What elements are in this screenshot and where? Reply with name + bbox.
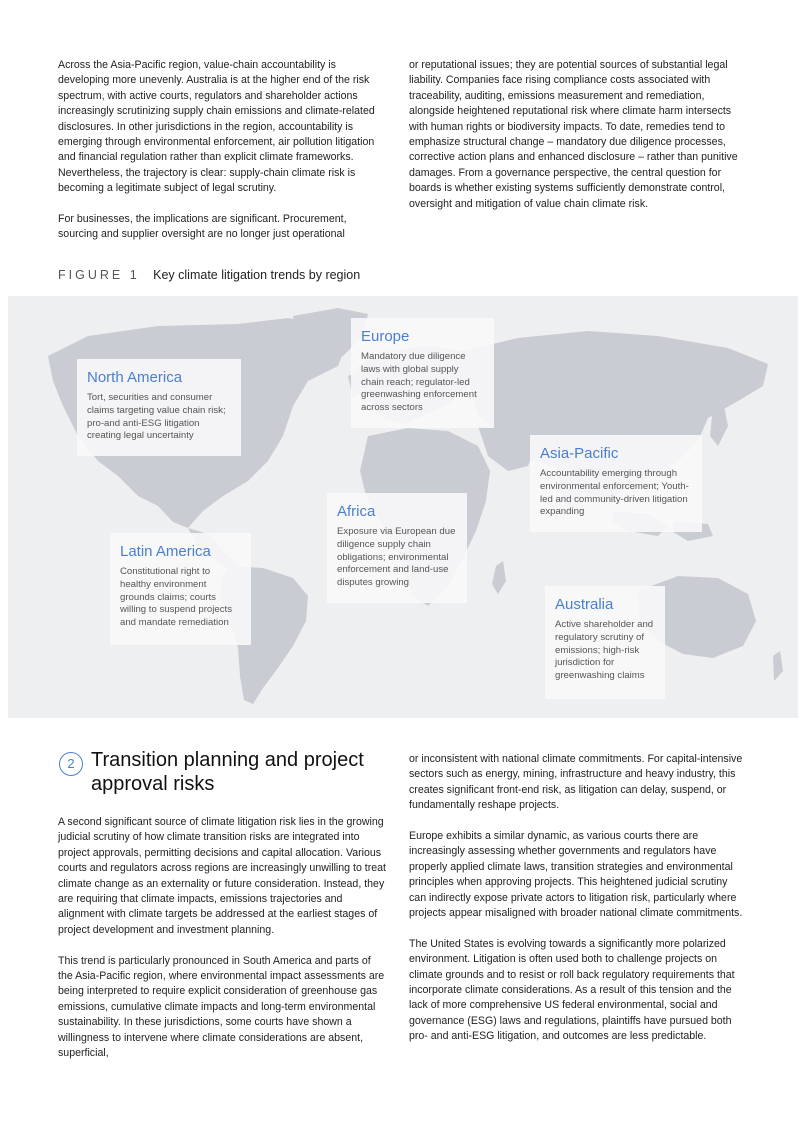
- region-box-africa: [327, 493, 467, 603]
- region-title: Africa: [337, 503, 376, 520]
- region-description: Mandatory due diligence laws with global supply chain reach; regulator-led greenwashing enforcement across sectors: [361, 351, 477, 414]
- region-title: North America: [87, 369, 183, 386]
- region-description: Exposure via European due diligence supply chain obligations; environmental enforcement and land-use disputes growing: [337, 526, 456, 589]
- intro-paragraph: Across the Asia-Pacific region, value-chain accountability is developing more unevenly. Australia is at the higher end of the risk spectrum, with active courts, regulators and shareholder actions increasingly scrutinizing supply chain emissions and climate-related disclosures. In other jurisdictions in the region, accountability is emerging through environmental enforcement, air pollution litigation and financial regulation rather than explicit climate frameworks. Nevertheless, the trajectory is clear: supply-chain climate risk is becoming a legitimate subject of legal scrutiny.: [58, 59, 375, 195]
- region-box-europe: [351, 318, 494, 428]
- section-paragraph: The United States is evolving towards a significantly more polarized environment. Litigation is often used both to challenge projects on climate grounds and to resist or roll back regulatory requirements that incorporate climate considerations. As a result of this tension and the lack of more comprehensive US federal environmental, social and governance (ESG) laws and regulations, plaintiffs have pursued both pro- and anti-ESG litigation, and outcomes are less predictable.: [409, 937, 735, 1043]
- section-paragraph: A second significant source of climate litigation risk lies in the growing judicial scrutiny of how climate transition risks are integrated into project approvals, permitting decisions and capital allocation. Various courts and regulators across regions are increasingly unwilling to treat climate change as an externality or future consideration. Instead, they are requiring that climate impacts, emissions trajectories and alignment with climate targets be addressed at the earliest stages of project development and investment planning.: [58, 816, 386, 936]
- region-box-asia-pacific: [530, 435, 702, 532]
- region-title: Europe: [361, 328, 410, 345]
- region-title: Australia: [555, 596, 614, 613]
- region-description: Constitutional right to healthy environment grounds claims; courts willing to suspend projects and mandate remediation: [120, 566, 232, 629]
- section-heading: Transition planning and project approval risks: [91, 749, 364, 795]
- intro-paragraph: or reputational issues; they are potential sources of substantial legal liability. Companies face rising compliance costs associated with traceability, auditing, emissions measurement and remediation, alongside heightened reputational risk where climate harm intersects with human rights or biodiversity impacts. To date, remedies tend to emphasize structural change – mandatory due diligence processes, corrective action plans and enhanced disclosure – rather than punitive damages. From a governance perspective, the central question for boards is whether existing systems sufficiently demonstrate control, oversight and mitigation of value chain climate risk.: [409, 59, 738, 210]
- section-right-column: [409, 752, 744, 1045]
- intro-right-column: [409, 58, 744, 212]
- region-title: Latin America: [120, 543, 211, 560]
- section-number-badge: 2: [59, 752, 83, 776]
- intro-paragraph: For businesses, the implications are significant. Procurement, sourcing and supplier oversight are no longer just operational: [58, 213, 347, 241]
- region-title: Asia-Pacific: [540, 445, 619, 462]
- section-paragraph: Europe exhibits a similar dynamic, as various courts there are increasingly assessing whether governments and regulators have properly applied climate laws, transition strategies and environmental principles when approving projects. This heightened judicial scrutiny can indirectly expose private actors to litigation risk, particularly where projects appear misaligned with broader national climate commitments.: [409, 830, 743, 920]
- region-box-north-america: [77, 359, 241, 456]
- section-paragraph: This trend is particularly pronounced in South America and parts of the Asia-Pacific region, where environmental impact assessments are being interpreted to require explicit consideration of greenhouse gas emissions, cumulative climate impacts and long-term environmental sustainability. In these jurisdictions, some courts have shown a willingness to intervene where climate considerations are absent, superficial,: [58, 954, 385, 1060]
- region-description: Tort, securities and consumer claims targeting value chain risk; pro-and anti-ESG litigation creating legal uncertainty: [87, 392, 226, 442]
- intro-left-column: [58, 58, 388, 243]
- region-box-latin-america: [110, 533, 251, 645]
- section-paragraph: or inconsistent with national climate commitments. For capital-intensive sectors such as energy, mining, infrastructure and heavy industry, this creates significant front-end risk, as litigation can delay, suspend, or fundamentally reshape projects.: [409, 753, 743, 812]
- figure-label: FIGURE 1: [58, 268, 140, 282]
- region-box-australia: [545, 586, 665, 699]
- world-map-panel: [8, 296, 798, 718]
- figure-caption: [58, 268, 360, 282]
- region-description: Accountability emerging through environmental enforcement; Youth-led and community-driven litigation expanding: [540, 468, 689, 518]
- figure-title: Key climate litigation trends by region: [153, 268, 361, 282]
- section-left-column: [58, 815, 388, 1061]
- region-description: Active shareholder and regulatory scrutiny of emissions; high-risk jurisdiction for greenwashing claims: [555, 619, 654, 682]
